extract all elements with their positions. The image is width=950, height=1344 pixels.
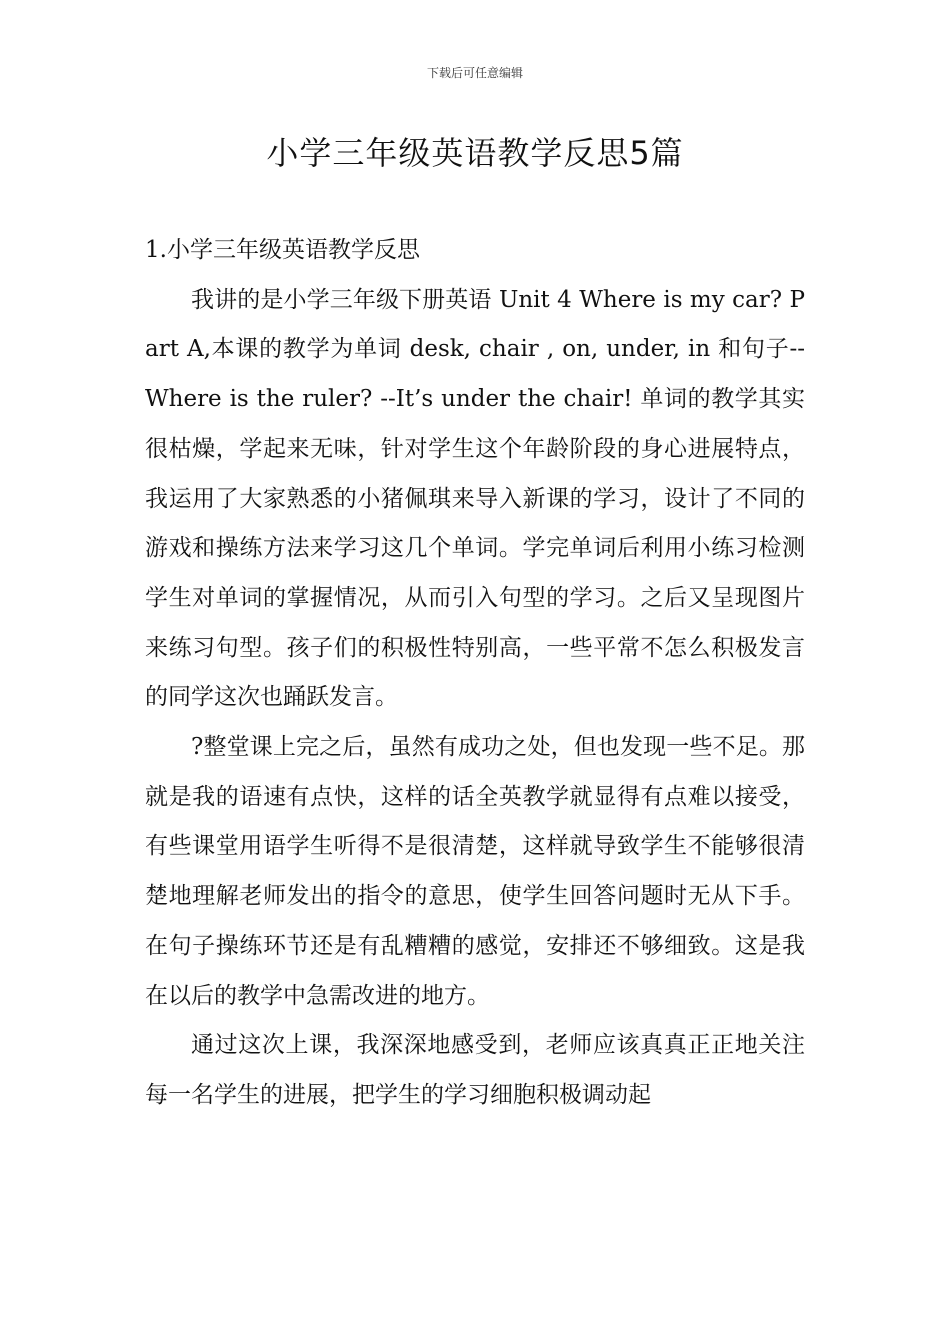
section-heading: 1.小学三年级英语教学反思 — [145, 237, 420, 263]
paragraph-2: ?整堂课上完之后，虽然有成功之处，但也发现一些不足。那就是我的语速有点快，这样的话全英教学就显得有点难以接受，有些课堂用语学生听得不是很清楚，这样就导致学生不能够很清楚地理解老师发出的指令的意思，使学生回答问题时无从下手。在句子操练环节还是有乱糟糟的感觉，安排还不够细致。这是我在以后的教学中急需改进的地方。 — [145, 734, 805, 1009]
document-title: 小学三年级英语教学反思5篇 — [266, 134, 684, 172]
header-note: 下载后可任意编辑 — [426, 66, 523, 80]
document-body — [145, 226, 805, 1121]
paragraph-3: 通过这次上课，我深深地感受到，老师应该真真正正地关注每一名学生的进展，把学生的学习细胞积极调动起 — [145, 1032, 805, 1108]
paragraph-1: 我讲的是小学三年级下册英语 Unit 4 Where is my car? Part A,本课的教学为单词 desk, chair , on, under, in 和句子--Where is the ruler? --It’s under the chair! 单词的教学其实很枯燥，学起来无味，针对学生这个年龄阶段的身心进展特点，我运用了大家熟悉的小猪佩琪来导入新课的学习，设计了不同的游戏和操练方法来学习这几个单词。学完单词后利用小练习检测学生对单词的掌握情况，从而引入句型的学习。之后又呈现图片来练习句型。孩子们的积极性特别高，一些平常不怎么积极发言的同学这次也踊跃发言。 — [145, 286, 805, 711]
